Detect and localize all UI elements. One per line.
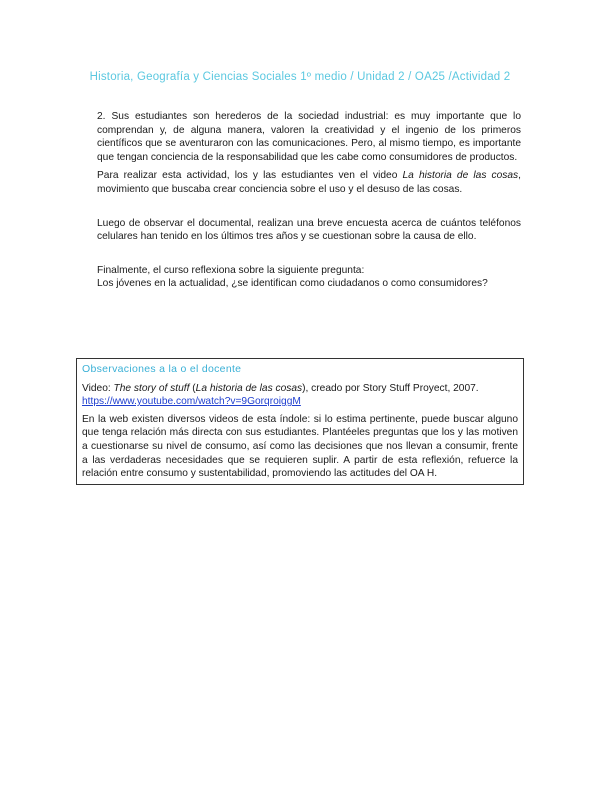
observations-video-reference [82,382,518,409]
observations-text: En la web existen diversos videos de esta índole: si lo estima pertinente, puede buscar alguno que tenga relación más directa con sus estudiantes. Plantéeles preguntas que los y las motiven a cuestionarse su nivel de consumo, así como las decisiones que nos llevan a consumir, frente a las verdaderas necesidades que se requieren suplir. A partir de esta reflexión, refuerce la relación entre consumo y sustentabilidad, promoviendo las actitudes del OA H. [82,413,518,480]
observations-title: Observaciones a la o el docente [82,363,242,375]
video-label: Video: [82,382,114,394]
activity-paragraph-reflection [97,264,521,291]
item-text: Sus estudiantes son herederos de la sociedad industrial: es muy importante que lo comprendan y, de alguna manera, valoren la creatividad y el ingenio de los primeros científicos que se aventuraron con las comunicaciones. Pero, al mismo tiempo, es importante que tengan conciencia de la responsabilidad que les cabe como consumidores de productos. [97,111,521,163]
video-paren-open: ( [189,382,196,394]
para2-after: , movimiento que buscaba crear conciencia sobre el uso y el desuso de las cosas. [97,170,521,195]
video-credit: ), creado por Story Stuff Proyect, 2007. [302,382,479,394]
teacher-observations-box [76,358,524,485]
video-title-es: La historia de las cosas [195,382,303,394]
video-link[interactable]: https://www.youtube.com/watch?v=9GorqroiggM [82,396,301,408]
activity-item-2 [97,110,521,164]
activity-content [97,110,521,291]
para2-before: Para realizar esta actividad, los y las estudiantes ven el video [97,170,403,182]
reflection-question: Los jóvenes en la actualidad, ¿se identifican como ciudadanos o como consumidores? [97,278,488,290]
reflection-intro: Finalmente, el curso reflexiona sobre la siguiente pregunta: [97,264,365,276]
activity-paragraph-survey: Luego de observar el documental, realizan una breve encuesta acerca de cuántos teléfonos celulares han tenido en los últimos tres años y se cuestionan sobre la causa de ello. [97,217,521,243]
video-title-en: The story of stuff [113,382,190,394]
item-number: 2. [97,111,106,122]
activity-paragraph-video [97,169,521,196]
video-title-italic: La historia de las cosas [402,170,519,182]
page-header-breadcrumb: Historia, Geografía y Ciencias Sociales 1º medio / Unidad 2 / OA25 /Actividad 2 [89,71,511,83]
